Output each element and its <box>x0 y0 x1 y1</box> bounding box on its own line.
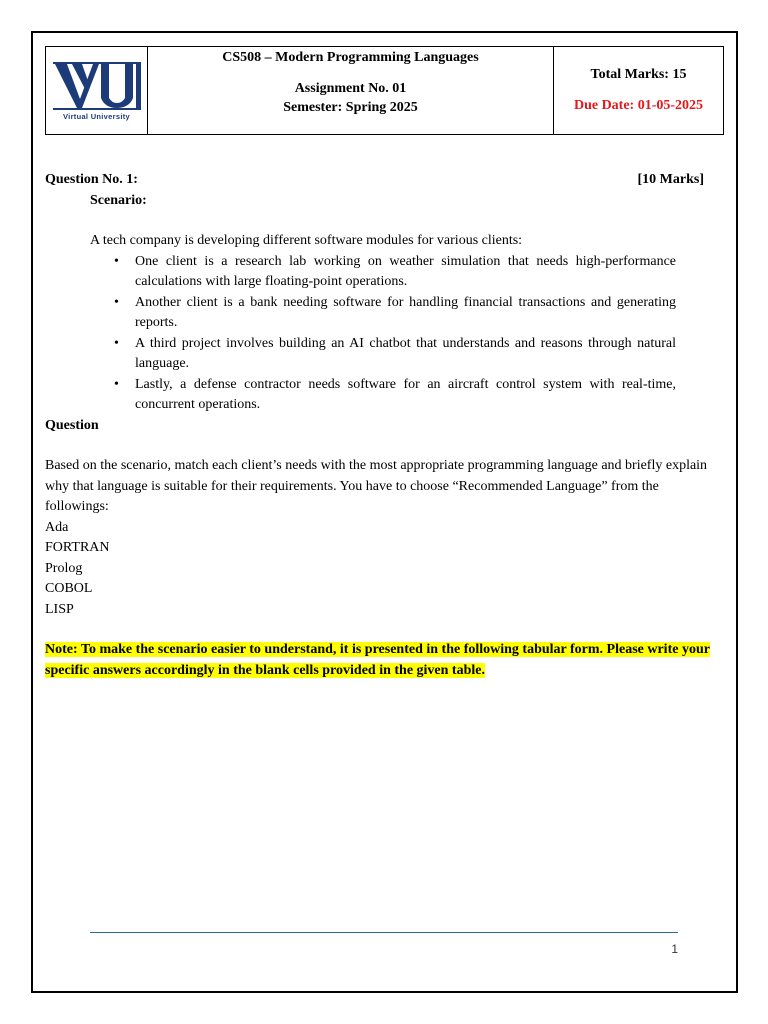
language-item: Ada <box>45 519 69 535</box>
vu-logo <box>52 61 142 121</box>
question-body: Based on the scenario, match each client’s needs with the most appropriate programming language and briefly explain why that language is suitable for their requirements. You have to choose “Recommended Language” from the followings: <box>45 458 708 514</box>
footer-divider <box>90 932 678 933</box>
note-text: Note: To make the scenario easier to understand, it is presented in the following tabular form. Please write your specific answers accordingly in the blank cells provided in the given table. <box>45 642 710 678</box>
list-item: • Another client is a bank needing software for handling financial transactions and generating reports. <box>90 293 676 334</box>
course-info-cell <box>148 47 554 134</box>
logo-cell <box>46 47 148 134</box>
scenario-intro: A tech company is developing different software modules for various clients: <box>90 233 523 248</box>
assignment-number: Assignment No. 01 <box>294 81 407 96</box>
page-number: 1 <box>671 942 678 956</box>
language-item: LISP <box>45 601 74 617</box>
due-date: Due Date: 01-05-2025 <box>573 98 704 113</box>
logo-caption: Virtual University <box>63 111 130 121</box>
vu-logo-mark <box>52 61 142 111</box>
header-table <box>45 46 724 135</box>
language-list <box>45 518 679 621</box>
question-section <box>45 170 710 681</box>
question-header <box>45 170 704 191</box>
language-item: COBOL <box>45 581 93 596</box>
client-list <box>90 252 676 416</box>
list-item: • One client is a research lab working on weather simulation that needs high-performance calculations with large floating-point operations. <box>90 252 676 293</box>
list-item: • Lastly, a defense contractor needs software for an aircraft control system with real-time, concurrent operations. <box>90 375 676 416</box>
total-marks: Total Marks: 15 <box>590 67 687 82</box>
list-item: • A third project involves building an AI chatbot that understands and reasons through natural language. <box>90 334 676 375</box>
semester: Semester: Spring 2025 <box>283 100 418 115</box>
language-item: FORTRAN <box>45 540 110 555</box>
language-item: Prolog <box>45 560 83 576</box>
question-marks: [10 Marks] <box>637 172 704 187</box>
question-label: Question <box>45 417 99 433</box>
marks-cell <box>554 47 723 134</box>
question-number: Question No. 1: <box>45 172 138 187</box>
course-title: CS508 – Modern Programming Languages <box>222 50 479 65</box>
scenario-label: Scenario: <box>90 192 147 208</box>
note <box>45 640 715 681</box>
